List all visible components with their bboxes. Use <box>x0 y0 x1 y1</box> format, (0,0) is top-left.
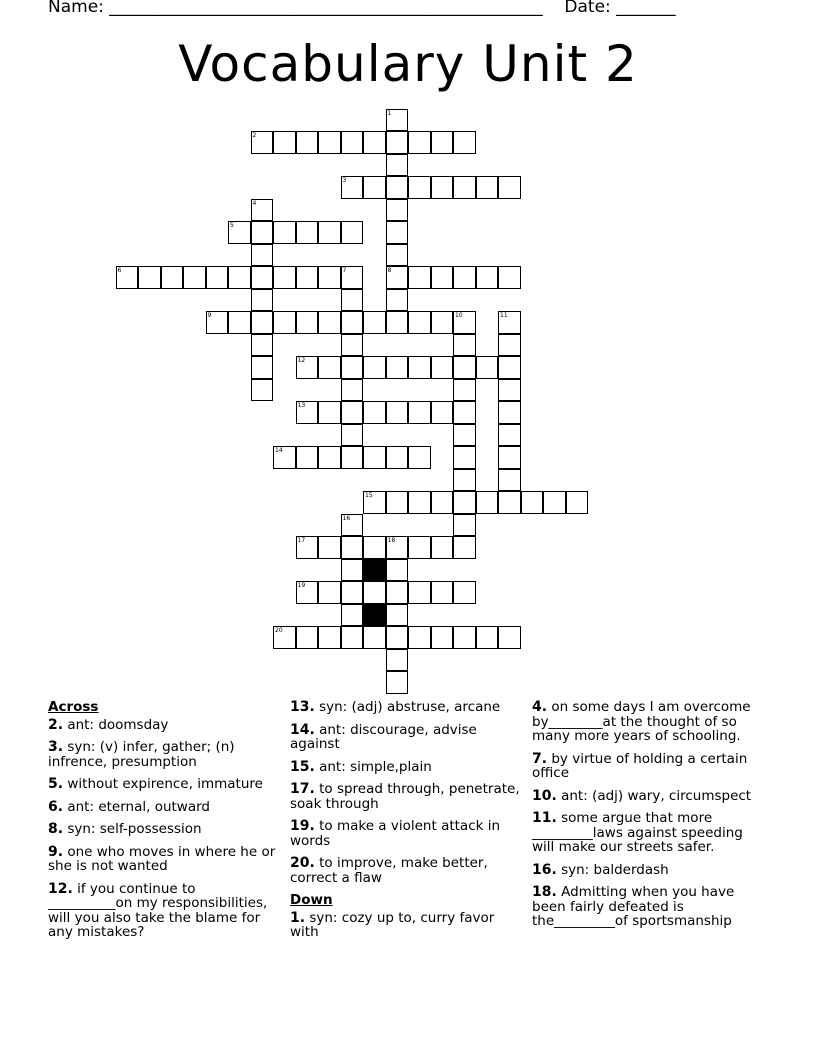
clue-item <box>532 811 764 855</box>
crossword-cell[interactable] <box>318 626 341 649</box>
crossword-cell[interactable] <box>408 131 431 154</box>
crossword-cell[interactable] <box>318 266 341 289</box>
crossword-cell[interactable] <box>453 469 476 492</box>
crossword-cell[interactable] <box>318 311 341 334</box>
clue-item <box>48 845 280 874</box>
crossword-cell[interactable] <box>386 626 409 649</box>
crossword-cell[interactable] <box>386 176 409 199</box>
crossword-cell[interactable] <box>363 536 386 559</box>
clue-number-label: 2 <box>252 132 257 139</box>
clue-item <box>48 777 280 792</box>
clue-item <box>48 800 280 815</box>
crossword-cell[interactable] <box>453 266 476 289</box>
crossword-cell[interactable] <box>386 446 409 469</box>
clue-number-label: 14 <box>275 447 283 454</box>
crossword-cell[interactable] <box>498 491 521 514</box>
black-square <box>363 604 386 627</box>
crossword-cell[interactable] <box>363 626 386 649</box>
clue-item <box>48 822 280 837</box>
across-clue-list <box>48 718 280 940</box>
crossword-cell[interactable] <box>386 199 409 222</box>
clue-item <box>48 882 280 940</box>
crossword-cell[interactable] <box>341 581 364 604</box>
clue-number-label: 11 <box>500 312 508 319</box>
crossword-cell[interactable] <box>341 424 364 447</box>
clue-text: by virtue of holding a certain office <box>532 750 748 781</box>
clue-number: 6. <box>48 798 64 815</box>
down-heading: Down <box>290 892 333 908</box>
crossword-cell[interactable] <box>498 356 521 379</box>
clue-number: 14. <box>290 721 315 738</box>
crossword-cell[interactable] <box>498 424 521 447</box>
clue-number-label: 19 <box>297 582 306 589</box>
crossword-cell[interactable] <box>341 559 364 582</box>
clue-item <box>290 819 522 848</box>
crossword-cell[interactable] <box>498 626 521 649</box>
clue-number-label: 3 <box>342 177 347 184</box>
clue-text: ant: doomsday <box>63 716 169 733</box>
clue-item <box>290 911 522 940</box>
crossword-cell[interactable] <box>453 401 476 424</box>
crossword-cell[interactable] <box>386 244 409 267</box>
clue-number: 9. <box>48 843 64 860</box>
clues-column-3 <box>532 700 764 937</box>
crossword-cell[interactable] <box>476 626 499 649</box>
clue-number: 2. <box>48 716 64 733</box>
crossword-cell[interactable] <box>498 379 521 402</box>
clue-number: 10. <box>532 787 557 804</box>
crossword-cell[interactable] <box>453 626 476 649</box>
clue-number: 1. <box>290 909 306 926</box>
crossword-cell[interactable] <box>273 221 296 244</box>
clue-text: syn: cozy up to, curry favor with <box>290 909 495 940</box>
clue-text: ant: eternal, outward <box>63 798 211 815</box>
crossword-cell[interactable] <box>543 491 566 514</box>
crossword-cell[interactable] <box>431 626 454 649</box>
clue-text: to make a violent attack in words <box>290 818 501 849</box>
crossword-cell[interactable] <box>341 334 364 357</box>
clue-number: 12. <box>48 880 73 897</box>
crossword-cell[interactable] <box>453 536 476 559</box>
crossword-cell[interactable] <box>318 446 341 469</box>
clue-number-label: 17 <box>297 537 306 544</box>
crossword-cell[interactable] <box>251 244 274 267</box>
crossword-cell[interactable] <box>138 266 161 289</box>
crossword-cell[interactable] <box>386 131 409 154</box>
clue-text: Admitting when you have been fairly defeated is the_________of sportsmanship <box>532 884 735 929</box>
crossword-cell[interactable] <box>251 221 274 244</box>
crossword-cell[interactable] <box>453 131 476 154</box>
crossword-cell[interactable] <box>386 154 409 177</box>
crossword-cell[interactable] <box>453 514 476 537</box>
crossword-cell[interactable] <box>386 559 409 582</box>
crossword-cell[interactable] <box>453 356 476 379</box>
crossword-cell[interactable] <box>386 356 409 379</box>
crossword-cell[interactable] <box>431 491 454 514</box>
clue-number-label: 15 <box>365 492 373 499</box>
crossword-cell[interactable] <box>228 266 251 289</box>
clue-number: 15. <box>290 758 315 775</box>
crossword-cell[interactable] <box>318 536 341 559</box>
crossword-cell[interactable] <box>296 131 319 154</box>
clue-number: 8. <box>48 821 64 837</box>
crossword-cell[interactable] <box>386 289 409 312</box>
crossword-cell[interactable] <box>453 491 476 514</box>
crossword-cell[interactable] <box>476 356 499 379</box>
crossword-cell[interactable] <box>408 446 431 469</box>
clue-text: one who moves in where he or she is not wanted <box>48 843 276 874</box>
crossword-cell[interactable] <box>296 626 319 649</box>
crossword-cell[interactable] <box>341 446 364 469</box>
clue-item <box>290 760 522 775</box>
crossword-cell[interactable] <box>273 131 296 154</box>
clue-number: 16. <box>532 861 557 878</box>
crossword-cell[interactable] <box>251 266 274 289</box>
crossword-cell[interactable] <box>431 311 454 334</box>
clue-number-label: 16 <box>342 514 351 522</box>
clue-item <box>532 789 764 804</box>
clue-text: if you continue to __________on my responsibilities, will you also take the blame for any mistakes? <box>48 880 268 940</box>
crossword-cell[interactable] <box>296 221 319 244</box>
crossword-cell[interactable] <box>273 266 296 289</box>
crossword-cell[interactable] <box>273 311 296 334</box>
crossword-cell[interactable] <box>296 446 319 469</box>
clue-number-label: 8 <box>387 267 392 274</box>
crossword-cell[interactable] <box>498 334 521 357</box>
crossword-cell[interactable] <box>318 131 341 154</box>
clue-text: ant: discourage, advise against <box>290 721 477 752</box>
clue-item <box>532 885 764 929</box>
crossword-cell[interactable] <box>431 581 454 604</box>
clue-number: 17. <box>290 781 315 797</box>
crossword-cell[interactable] <box>386 221 409 244</box>
clue-number-label: 10 <box>455 312 463 319</box>
crossword-cell[interactable] <box>408 356 431 379</box>
crossword-cell[interactable] <box>408 581 431 604</box>
crossword-cell[interactable] <box>341 604 364 627</box>
crossword-cell[interactable] <box>431 176 454 199</box>
crossword-cell[interactable] <box>386 491 409 514</box>
clue-text: ant: simple,plain <box>314 758 432 775</box>
crossword-cell[interactable] <box>161 266 184 289</box>
crossword-cell[interactable] <box>183 266 206 289</box>
crossword-cell[interactable] <box>476 491 499 514</box>
down-clue-list <box>290 911 522 940</box>
down-clue-list-continued <box>532 700 764 929</box>
crossword-cell[interactable] <box>341 536 364 559</box>
crossword-cell[interactable] <box>251 379 274 402</box>
crossword-cell[interactable] <box>386 604 409 627</box>
crossword-cell[interactable] <box>318 581 341 604</box>
crossword-cell[interactable] <box>386 311 409 334</box>
clue-item <box>290 700 522 715</box>
crossword-cell[interactable] <box>363 356 386 379</box>
clue-text: some argue that more _________laws against speeding will make our streets safer. <box>532 810 743 855</box>
crossword-cell[interactable] <box>453 446 476 469</box>
crossword-cell[interactable] <box>318 221 341 244</box>
clue-text: without expirence, immature <box>63 776 263 792</box>
clue-text: ant: (adj) wary, circumspect <box>556 787 752 804</box>
clue-number-label: 20 <box>275 627 283 634</box>
crossword-cell[interactable] <box>363 131 386 154</box>
crossword-cell[interactable] <box>296 311 319 334</box>
crossword-cell[interactable] <box>363 401 386 424</box>
crossword-cell[interactable] <box>408 311 431 334</box>
crossword-cell[interactable] <box>251 311 274 334</box>
across-clue-list-continued <box>290 700 522 885</box>
crossword-cell[interactable] <box>318 401 341 424</box>
crossword-cell[interactable] <box>453 379 476 402</box>
page-title: Vocabulary Unit 2 <box>178 35 638 93</box>
crossword-cell[interactable] <box>408 626 431 649</box>
clue-text: syn: (v) infer, gather; (n) infrence, presumption <box>48 739 235 770</box>
crossword-cell[interactable] <box>363 581 386 604</box>
clue-number: 5. <box>48 776 64 792</box>
crossword-cell[interactable] <box>363 446 386 469</box>
crossword-cell[interactable] <box>251 289 274 312</box>
crossword-cell[interactable] <box>386 649 409 672</box>
clue-number-label: 4 <box>252 199 257 207</box>
crossword-cell[interactable] <box>363 311 386 334</box>
crossword-cell[interactable] <box>341 626 364 649</box>
crossword-cell[interactable] <box>363 176 386 199</box>
crossword-cell[interactable] <box>341 401 364 424</box>
crossword-cell[interactable] <box>408 491 431 514</box>
crossword-cell[interactable] <box>341 221 364 244</box>
crossword-cell[interactable] <box>476 176 499 199</box>
crossword-cell[interactable] <box>431 131 454 154</box>
clue-text: to spread through, penetrate, soak through <box>290 781 520 812</box>
crossword-cell[interactable] <box>498 401 521 424</box>
crossword-cell[interactable] <box>566 491 589 514</box>
clue-number-label: 9 <box>207 312 212 319</box>
clue-item <box>290 782 522 811</box>
clue-number: 11. <box>532 810 557 826</box>
crossword-cell[interactable] <box>453 176 476 199</box>
crossword-cell[interactable] <box>431 401 454 424</box>
black-square <box>363 559 386 582</box>
clue-number-label: 13 <box>297 402 306 409</box>
clue-number-label: 18 <box>387 537 396 544</box>
crossword-cell[interactable] <box>341 131 364 154</box>
clue-item <box>48 718 280 733</box>
crossword-cell[interactable] <box>431 356 454 379</box>
crossword-cell[interactable] <box>431 266 454 289</box>
clue-number: 4. <box>532 699 548 715</box>
crossword-cell[interactable] <box>408 176 431 199</box>
clue-number: 19. <box>290 818 315 834</box>
clue-number: 20. <box>290 855 315 871</box>
clue-item <box>532 863 764 878</box>
clue-item <box>532 752 764 781</box>
crossword-cell[interactable] <box>453 581 476 604</box>
clue-text: to improve, make better, correct a flaw <box>290 855 488 886</box>
crossword-cell[interactable] <box>521 491 544 514</box>
clue-item <box>290 856 522 885</box>
crossword-cell[interactable] <box>386 401 409 424</box>
crossword-cell[interactable] <box>341 311 364 334</box>
crossword-cell[interactable] <box>386 671 409 694</box>
clue-item <box>532 700 764 744</box>
clue-number-label: 12 <box>297 357 306 364</box>
crossword-cell[interactable] <box>408 536 431 559</box>
clues-column-1 <box>48 700 280 948</box>
clue-text: syn: self-possession <box>63 821 202 837</box>
clue-number-label: 7 <box>342 267 347 274</box>
crossword-cell[interactable] <box>408 266 431 289</box>
crossword-cell[interactable] <box>251 334 274 357</box>
crossword-cell[interactable] <box>431 536 454 559</box>
crossword-cell[interactable] <box>498 176 521 199</box>
crossword-cell[interactable] <box>386 581 409 604</box>
crossword-cell[interactable] <box>408 401 431 424</box>
crossword-cell[interactable] <box>498 469 521 492</box>
clue-number-label: 1 <box>387 109 392 117</box>
crossword-cell[interactable] <box>341 379 364 402</box>
clue-number: 13. <box>290 699 315 715</box>
clue-item <box>48 740 280 769</box>
crossword-cell[interactable] <box>251 356 274 379</box>
clues-column-2 <box>290 700 522 948</box>
crossword-cell[interactable] <box>341 356 364 379</box>
clue-number: 7. <box>532 750 548 767</box>
crossword-cell[interactable] <box>453 334 476 357</box>
across-heading: Across <box>48 699 99 715</box>
crossword-cell[interactable] <box>228 311 251 334</box>
crossword-cell[interactable] <box>498 266 521 289</box>
clue-text: on some days I am overcome by________at the thought of so many more years of schooling. <box>532 699 751 744</box>
crossword-cell[interactable] <box>296 266 319 289</box>
crossword-cell[interactable] <box>476 266 499 289</box>
crossword-cell[interactable] <box>318 356 341 379</box>
name-date-line: Name: ___________________________________________________ Date: _______ <box>48 0 676 17</box>
crossword-cell[interactable] <box>453 424 476 447</box>
clue-text: syn: (adj) abstruse, arcane <box>314 699 501 715</box>
crossword-cell[interactable] <box>341 289 364 312</box>
clue-number: 3. <box>48 739 64 755</box>
clue-text: syn: balderdash <box>556 861 669 878</box>
clue-item <box>290 723 522 752</box>
crossword-cell[interactable] <box>498 446 521 469</box>
clue-number-label: 5 <box>230 222 234 229</box>
clue-number: 18. <box>532 884 557 900</box>
crossword-cell[interactable] <box>206 266 229 289</box>
clue-number-label: 6 <box>117 267 122 274</box>
